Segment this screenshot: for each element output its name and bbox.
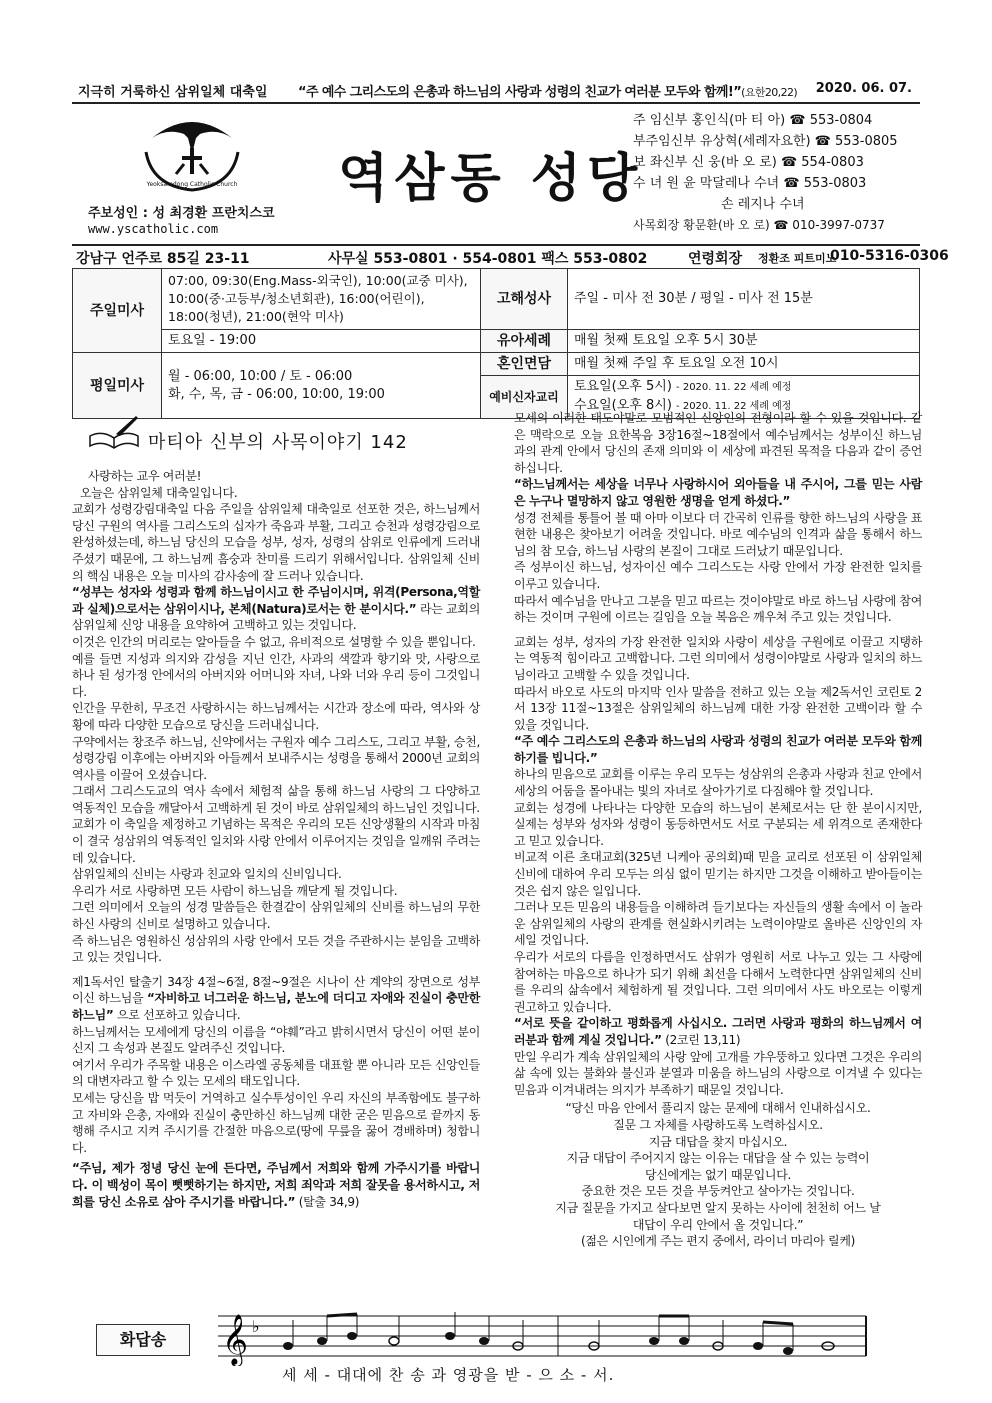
contact-phone: 010-5316-0306	[830, 248, 949, 264]
quote: “자비하고 너그러운 하느님, 분노에 더디고 자애와 진실이 충만한 하느님”	[72, 991, 480, 1022]
paragraph-tail: 라는 교회의 삼위일체 신앙 내용을 요약하여 고백하고 있는 것입니다.	[72, 601, 480, 633]
mass-schedule	[72, 268, 920, 419]
paragraph: 따라서 바오로 사도의 마지막 인사 말씀을 전하고 있는 오늘 제2독서인 코린토 2서 13장 11절~13절은 삼위일체의 하느님께 대한 가장 완전한 고백이라 할 수 있을 것입니다.	[514, 684, 922, 732]
paragraph	[72, 1160, 480, 1210]
catechumen-note: - 2020. 11. 22 세례 예정	[676, 401, 792, 412]
poem-line: 중요한 것은 모든 것을 부둥켜안고 살아가는 것입니다.	[581, 1184, 855, 1199]
paragraph: 우리가 서로 사랑하면 모든 사람이 하느님을 깨닫게 될 것입니다.	[72, 883, 398, 898]
paragraph: 우리가 서로의 다름을 인정하면서도 삼위가 영원히 서로 나누고 있는 그 사랑에 참여하는 마음으로 하나가 되기 위해 최선을 다해서 노력한다면 삼위일체의 신비를 우리의 삶속에서 체험하게 될 것입니다. 그런 의미에서 사도 바오로는 이렇게 권고하고 있습니다.	[514, 950, 922, 1014]
paragraph: 구약에서는 창조주 하느님, 신약에서는 구원자 예수 그리스도, 그리고 부활, 승천, 성령강림 이후에는 아버지와 아들께서 보내주시는 성령을 통해서 2000년 교회의 역사를 이끌어 오셨습니다.	[72, 734, 480, 782]
flat-icon: ♭	[252, 1317, 260, 1336]
paragraph: 교회는 성부, 성자의 가장 완전한 일치와 사랑이 세상을 구원에로 이끌고 지탱하는 역동적 힘이라고 고백합니다. 그런 의미에서 성령이야말로 사랑과 일치의 하느님이라고 고백할 수 있을 것입니다.	[514, 634, 922, 682]
catechumen-sat: 토요일(오후 5시)	[574, 379, 672, 394]
svg-text:Yeoksamdong Catholic Church: Yeoksamdong Catholic Church	[146, 181, 238, 188]
quote: “주님, 제가 정녕 당신 눈에 든다면, 주님께서 저희와 함께 가주시기를 바랍니다. 이 백성이 목이 뻣뻣하기는 하지만, 저희 죄악과 저희 잘못을 용서하시고, 저희를 당신 소유로 삼아 주시기를 바랍니다.”	[72, 1161, 480, 1209]
weekday-mass-times	[162, 353, 481, 419]
paragraph: 오늘은 삼위일체 대축일입니다.	[80, 485, 238, 500]
responsorial-label: 화답송	[96, 1324, 190, 1356]
catechumen-label: 예비신자교리	[481, 376, 568, 419]
paragraph: 사랑하는 교우 여러분!	[88, 469, 202, 483]
contact-name: 정환조 피트미노	[758, 252, 837, 265]
paragraph: 교회가 성령강림대축일 다음 주일을 삼위일체 대축일로 선포한 것은, 하느님께서 당신 구원의 역사를 그리스도의 십자가 죽음과 부활, 그리고 승천과 성령강림으로 완성하셨는데, 하느님 당신의 모습을 성부, 성자, 성령의 삼위로 인류에게 드러내 주셨기 때문에, 그 하느님께 흠숭과 찬미를 드리기 위해서입니다. 삼위일체 신비의 핵심 내용은 오늘 미사의 감사송에 잘 드러나 있습니다.	[72, 502, 480, 583]
verse-ref: (요한20,22)	[741, 86, 798, 99]
story-title: 마티아 신부의 사목이야기 142	[148, 432, 408, 453]
quote: “서로 뜻을 같이하고 평화롭게 사십시오. 그러면 사랑과 평화의 하느님께서 여러분과 함께 계실 것입니다.” (2코린 13,11)	[514, 1016, 922, 1047]
paragraph: 모세의 이러한 태도야말로 모범적인 신앙인의 전형이라 할 수 있을 것입니다. 같은 맥락으로 오늘 요한복음 3장16절~18절에서 예수님께서는 성부이신 하느님과의 관계 안에서 당신의 존재 의미와 이 세상에 파견된 목적을 다음과 같이 증언하십니다.	[514, 411, 922, 475]
staff-line: 부주임신부 유상혁(세례자요한) ☎ 553-0805	[633, 134, 898, 149]
poem-line: 지금 질문을 가지고 살다보면 알지 못하는 사이에 천천히 어느 날	[555, 1200, 881, 1215]
catechumen-wed: 수요일(오후 8시)	[574, 398, 672, 413]
citation: (2코린 13,11)	[665, 1032, 741, 1047]
infant-baptism: 매월 첫째 토요일 오후 5시 30분	[568, 330, 920, 353]
book-quill-icon	[86, 412, 142, 452]
paragraph: 인간을 무한히, 무조건 사랑하시는 하느님께서는 시간과 장소에 따라, 역사와 상황에 따라 다양한 모습으로 당신을 드러내십니다.	[72, 701, 480, 732]
infant-baptism-label: 유아세례	[481, 330, 568, 353]
patron-saint: 주보성인 : 성 최경환 프란치스코	[88, 206, 275, 221]
weekday-line: 화, 수, 목, 금 - 06:00, 10:00, 19:00	[168, 386, 385, 402]
sunday-mass-times: 07:00, 09:30(Eng.Mass-외국인), 10:00(교중 미사), 10:00(중·고등부/청소년회관), 16:00(어린이), 18:00(청년), 21:00(현악 미사)	[162, 269, 481, 330]
paragraph	[72, 584, 480, 634]
staff-line: 보 좌신부 신 웅(바 오 로) ☎ 554-0803	[633, 155, 864, 170]
weekday-mass-label: 평일미사	[73, 353, 162, 419]
weekday-line: 월 - 06:00, 10:00 / 토 - 06:00	[168, 368, 353, 384]
church-title: 역삼동 성당	[338, 148, 644, 209]
poem-source: (젊은 시인에게 주는 편지 중에서, 라이너 마리아 릴케)	[580, 1234, 855, 1249]
paragraph: 교회가 이 축일을 제정하고 기념하는 목적은 우리의 모든 신앙생활의 시작과 마침이 결국 성삼위의 역동적인 일치와 사랑 안에서 이루어지는 것임을 일깨워 주려는데 있습니다.	[72, 817, 480, 865]
office-phone: 사무실 553-0801 · 554-0801 팩스 553-0802	[328, 251, 648, 267]
paragraph: 삼위일체의 신비는 사랑과 친교와 일치의 신비입니다.	[72, 867, 342, 882]
poem-line: 지금 대답을 찾지 마십시오.	[648, 1134, 788, 1149]
feast-name: 지극히 거룩하신 삼위일체 대축일	[78, 85, 268, 100]
music-staff	[218, 1306, 868, 1366]
church-logo	[132, 108, 252, 194]
header-bar	[72, 78, 920, 104]
citation: (탈출 34,9)	[298, 1194, 360, 1209]
story-right-column	[514, 410, 922, 1250]
poem-line: 대답이 우리 안에서 올 것입니다.”	[632, 1217, 804, 1232]
website-link[interactable]: www.yscatholic.com	[88, 222, 219, 236]
psalm-lyrics: 세 세 - 대대에 찬 송 과 영광을 받 - 으 소 - 서.	[282, 1366, 615, 1384]
saturday-mass: 토요일 - 19:00	[162, 330, 481, 353]
staff-line: 사목회장 황문환(바 오 로) ☎ 010-3997-0737	[633, 218, 885, 232]
issue-date: 2020. 06. 07.	[815, 81, 912, 96]
paragraph: 비교적 이른 초대교회(325년 니케아 공의회)때 믿을 교리로 선포된 이 삼위일체 신비에 대하여 우리 모두는 의심 없이 믿기는 하지만 그것을 이해하고 받아들이는 것은 쉽지 않은 일입니다.	[514, 850, 922, 898]
paragraph: 여기서 우리가 주목할 내용은 이스라엘 공동체를 대표할 뿐 아니라 모든 신앙인들의 대변자라고 할 수 있는 모세의 태도입니다.	[72, 1057, 480, 1089]
catechumen-note: - 2020. 11. 22 세례 예정	[676, 382, 792, 393]
quote: “주 예수 그리스도의 은총과 하느님의 사랑과 성령의 친교가 여러분 모두와 함께하기를 빕니다.”	[514, 734, 922, 765]
staff-line: 수 녀 원 윤 막달레나 수녀 ☎ 553-0803	[633, 176, 867, 191]
paragraph: 그런 의미에서 오늘의 성경 말씀들은 한결같이 삼위일체의 신비를 하느님의 무한하신 사랑의 신비로 설명하고 있습니다.	[72, 900, 480, 932]
sunday-mass-label: 주일미사	[73, 269, 162, 353]
paragraph: 교회는 성경에 나타나는 다양한 모습의 하느님이 본체로서는 단 한 분이시지만, 실제는 성부와 성자와 성령이 동등하면서도 서로 구분되는 세 위격으로 존재한다고 믿고 있습니다.	[514, 800, 922, 848]
paragraph: 이것은 인간의 머리로는 알아들을 수 없고, 유비적으로 설명할 수 있을 뿐입니다.	[72, 634, 476, 649]
paragraph: 즉 하느님은 영원하신 성삼위의 사랑 안에서 모든 것을 주관하시는 분임을 고백하고 있는 것입니다.	[72, 933, 480, 965]
quote: “하느님께서는 세상을 너무나 사랑하시어 외아들을 내 주시어, 그를 믿는 사람은 누구나 멸망하지 않고 영원한 생명을 얻게 하셨다.”	[514, 477, 922, 508]
poem-line: 지금 대답이 주어지지 않는 이유는 대답을 살 수 있는 능력이	[566, 1151, 870, 1166]
contact-label: 연령회장	[688, 251, 743, 267]
paragraph: 하나의 믿음으로 교회를 이루는 우리 모두는 성삼위의 은총과 사랑과 친교 안에서 세상의 어둠을 몰아내는 빛의 자녀로 살아가기로 다짐해야 할 것입니다.	[514, 767, 922, 799]
paragraph: 따라서 예수님을 만나고 그분을 믿고 따르는 것이야말로 바로 하느님 사랑에 참여하는 것이며 구원에 이르는 길임을 오늘 복음은 깨우쳐 주고 있는 것입니다.	[514, 593, 922, 625]
staff-line: 손 레지나 수녀	[721, 197, 805, 212]
story-left-column	[72, 468, 480, 1210]
staff-line: 주 임신부 홍인식(마 티 아) ☎ 553-0804	[633, 113, 873, 128]
rilke-poem	[514, 1100, 922, 1249]
paragraph: 그래서 그리스도교의 역사 속에서 체험적 삶을 통해 하느님 사랑의 그 다양하고 역동적인 모습을 깨달아서 고백하게 된 것이 바로 삼위일체의 하느님인 것입니다.	[72, 784, 480, 815]
confession-label: 고해성사	[481, 269, 568, 330]
poem-line: 질문 그 자체를 사랑하도록 노력하십시오.	[613, 1117, 823, 1132]
staff-list	[633, 110, 923, 236]
paragraph: 성경 전체를 통틀어 볼 때 아마 이보다 더 간곡히 인류를 향한 하느님의 사랑을 표현한 내용은 찾아보기 어려울 것입니다. 바로 예수님의 인격과 삶을 통해서 하느님의 참 모습, 하느님 사랑의 본질이 그대로 드러났기 때문입니다.	[514, 510, 922, 558]
paragraph: 즉 성부이신 하느님, 성자이신 예수 그리스도는 사랑 안에서 가장 완전한 일치를 이루고 있습니다.	[514, 560, 922, 591]
header-verse: “주 예수 그리스도의 은총과 하느님의 사랑과 성령의 친교가 여러분 모두와 함께!”(요한20,22)	[298, 85, 798, 100]
poem-line: “당신 마음 안에서 풀리지 않는 문제에 대해서 인내하십시오.	[565, 1101, 871, 1116]
poem-line: 당신에게는 없기 때문입니다.	[644, 1167, 792, 1182]
paragraph: 만일 우리가 계속 삼위일체의 사랑 앞에 고개를 갸우뚱하고 있다면 그것은 우리의 삶 속에 있는 불화와 불신과 분열과 미움을 하느님의 사랑으로 이겨낼 수 있다는 믿음과 이겨내려는 의지가 부족하기 때문일 것입니다.	[514, 1049, 922, 1097]
dove-cross-icon	[132, 108, 252, 194]
paragraph: 그러나 모든 믿음의 내용들을 이해하려 들기보다는 자신들의 생활 속에서 이 놀라운 삼위일체의 사랑의 관계를 현실화시키려는 노력이야말로 올바른 신앙인의 자세일 것입니다.	[514, 900, 922, 948]
address: 강남구 언주로 85길 23-11	[76, 251, 250, 267]
paragraph: 모세는 당신을 밥 먹듯이 거역하고 실수투성이인 우리 자신의 부족함에도 불구하고 자비와 은총, 자애와 진실이 충만하신 하느님께 대한 굳은 믿음으로 끝까지 동행해 주시고 지켜 주시기를 간절한 마음으로(땅에 무릎을 꿇어 경배하며) 청합니다.	[72, 1090, 480, 1155]
paragraph: 예를 들면 지성과 의지와 감성을 지닌 인간, 사과의 색깔과 향기와 맛, 사랑으로 하나 된 성가정 안에서의 아버지와 어머니와 자녀, 나와 너와 우리 등이 그것입니다.	[72, 651, 480, 699]
confession-times: 주일 - 미사 전 30분 / 평일 - 미사 전 15분	[568, 269, 920, 330]
treble-clef-icon: 𝄞	[222, 1314, 249, 1365]
address-bar	[72, 244, 949, 269]
marriage-label: 혼인면담	[481, 353, 568, 376]
marriage-info: 매월 첫째 주일 후 토요일 오전 10시	[568, 353, 920, 376]
paragraph: 제1독서인 탈출기 34장 4절~6절, 8절~9절은 시나이 산 계약의 장면으로 성부이신 하느님을 “자비하고 너그러운 하느님, 분노에 더디고 자애와 진실이 충만한 하느님” 으로 선포하고 있습니다.	[72, 974, 480, 1022]
notes	[283, 1312, 834, 1356]
paragraph: 하느님께서는 모세에게 당신의 이름을 “야훼”라고 밝히시면서 당신이 어떤 분이신지 그 속성과 본질도 알려주신 것입니다.	[72, 1024, 480, 1056]
quote: “성부는 성자와 성령과 함께 하느님이시고 한 주님이시며, 위격(Persona,역할과 실체)으로서는 삼위이시나, 본체(Natura)로서는 한 분이시다.”	[72, 585, 480, 616]
